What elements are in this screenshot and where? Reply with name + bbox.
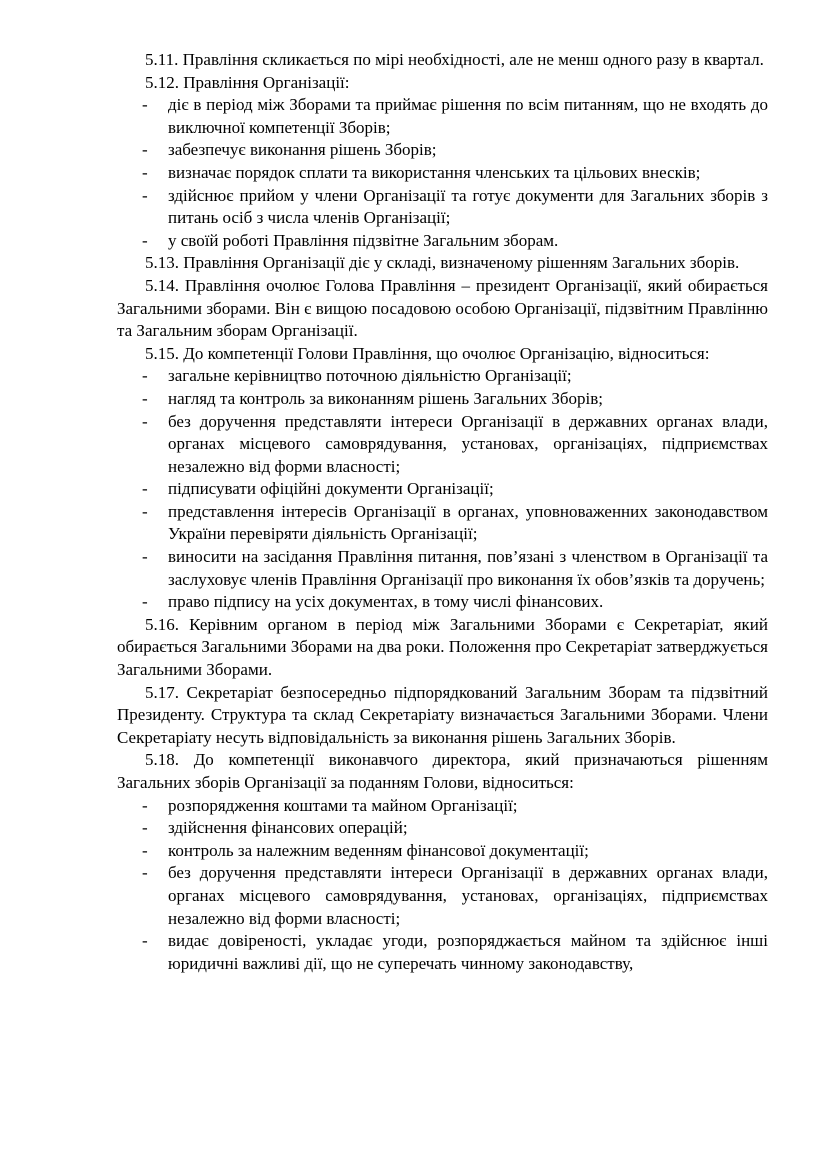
dash-bullet-icon: - [142,931,148,951]
dash-bullet-icon: - [142,366,148,386]
list-item-text: загальне керівництво поточною діяльністю Організації; [168,366,572,386]
clause-paragraph: 5.15. До компетенції Голови Правління, що очолює Організацію, відноситься: [145,343,710,363]
dash-bullet-icon: - [142,840,148,860]
list-item [117,546,768,591]
list-item-text: здійснює прийом у члени Організації та готує документи для Загальних зборів з питань осіб з числа членів Організації; [168,185,768,228]
list-item [117,388,768,411]
dash-bullet-icon: - [142,162,148,182]
dash-bullet-icon: - [142,818,148,838]
list-item [117,930,768,975]
list-item [117,185,768,230]
clause-paragraph: 5.17. Секретаріат безпосередньо підпорядкований Загальним Зборам та підзвітний Президенту. Структура та склад Секретаріату визначається Загальними Зборами. Члени Секретаріату несуть відповідальність за виконання рішень Загальних Зборів. [117,682,768,747]
dash-bullet-icon: - [142,95,148,115]
list-item [117,862,768,930]
clause-paragraph: 5.12. Правління Організації: [145,72,350,92]
list-item [117,162,768,185]
dash-bullet-icon: - [142,795,148,815]
dash-bullet-icon: - [142,388,148,408]
dash-list [117,365,768,614]
dash-bullet-icon: - [142,501,148,521]
clause-paragraph: 5.11. Правління скликається по мірі необхідності, але не менш одного разу в квартал. [145,50,764,69]
clause-paragraph: 5.16. Керівним органом в період між Загальними Зборами є Секретаріат, який обирається Загальними Зборами на два роки. Положення про Секретаріат затверджується Загальними Зборами. [117,614,768,680]
list-item-text: розпорядження коштами та майном Організації; [168,795,518,815]
dash-bullet-icon: - [142,185,148,205]
list-item [117,795,768,818]
list-item-text: контроль за належним веденням фінансової документації; [168,840,589,860]
list-item-text: забезпечує виконання рішень Зборів; [168,140,437,160]
list-item-text: діє в період між Зборами та приймає рішення по всім питанням, що не входять до виключної компетенції Зборів; [168,95,768,137]
dash-list [117,94,768,252]
list-item [117,94,768,139]
list-item [117,817,768,840]
list-item [117,840,768,863]
list-item-text: у своїй роботі Правління підзвітне Загальним зборам. [168,230,559,250]
document-body [117,49,768,975]
list-item-text: без доручення представляти інтереси Організації в державних органах влади, органах місцевого самоврядування, установах, організаціях, підприємствах незалежно від форми власності; [168,411,768,476]
list-item-text: видає довіреності, укладає угоди, розпоряджається майном та здійснює інші юридичні важливі дії, що не суперечать чинному законодавству, [168,931,768,973]
list-item [117,230,768,253]
clause-paragraph: 5.14. Правління очолює Голова Правління – президент Організації, який обирається Загальними зборами. Він є вищою посадовою особою Організації, підзвітним Правлінню та Загальним зборам Організації. [117,275,768,341]
list-item-text: представлення інтересів Організації в органах, уповноваженних законодавством України перевіряти діяльність Організації; [168,501,768,544]
list-item-text: визначає порядок сплати та використання членських та цільових внесків; [168,162,701,182]
list-item [117,501,768,546]
dash-bullet-icon: - [142,411,148,431]
list-item [117,139,768,162]
clause-paragraph: 5.18. До компетенції виконавчого директора, який призначаються рішенням Загальних зборів Організації за поданням Голови, відноситься: [117,750,768,792]
list-item-text: підписувати офіційні документи Організації; [168,479,494,499]
list-item [117,411,768,479]
list-item [117,591,768,614]
list-item-text: виносити на засідання Правління питання, пов’язані з членством в Організації та заслуховує членів Правління Організації про виконання їх обов’язків та доручень; [168,547,768,589]
dash-list [117,795,768,976]
clause-paragraph: 5.13. Правління Організації діє у складі, визначеному рішенням Загальних зборів. [145,253,740,273]
dash-bullet-icon: - [142,230,148,250]
dash-bullet-icon: - [142,140,148,160]
list-item-text: без доручення представляти інтереси Організації в державних органах влади, органах місцевого самоврядування, установах, організаціях, підприємствах незалежно від форми власності; [168,863,768,928]
list-item [117,478,768,501]
dash-bullet-icon: - [142,479,148,499]
list-item-text: нагляд та контроль за виконанням рішень Загальних Зборів; [168,388,603,408]
list-item-text: здійснення фінансових операцій; [168,818,408,838]
dash-bullet-icon: - [142,592,148,612]
list-item [117,365,768,388]
list-item-text: право підпису на усіх документах, в тому числі фінансових. [168,592,604,612]
dash-bullet-icon: - [142,547,148,567]
dash-bullet-icon: - [142,863,148,883]
